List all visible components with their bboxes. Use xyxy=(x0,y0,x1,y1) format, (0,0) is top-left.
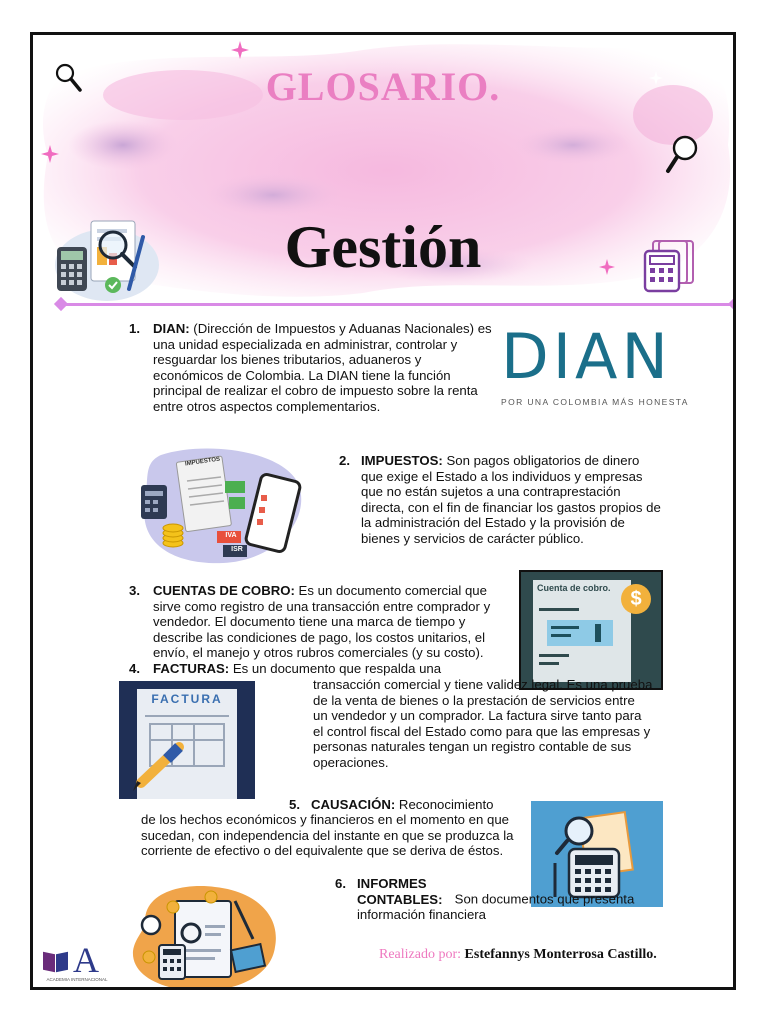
author-credit xyxy=(379,947,657,963)
item-definition: Es un documento que respalda una xyxy=(229,661,442,676)
isr-tag: ISR xyxy=(231,546,243,553)
dian-logo xyxy=(501,320,691,413)
glossary-item-informes-contables xyxy=(335,876,665,923)
section-divider xyxy=(61,303,735,306)
magnifier-icon xyxy=(665,133,701,175)
item-number: 2. xyxy=(339,453,350,468)
glossary-item-causacion-continued: de los hechos económicos y financieros en el momento en que sucedan, con independencia del instante en que se produzca la corriente de efectivo o del equivalente que se deriva de éstos. xyxy=(141,812,514,859)
impuestos-illustration xyxy=(133,445,305,565)
page-subtitle: Gestión xyxy=(284,214,482,280)
item-definition: Son pagos obligatorios de dinero que exige el Estado a los individuos y empresas que no están sujetos a una contraprestación directa, con el fin de financiar los gastos propios de la administración del Estado y la provisión de bienes y servicios de carácter público. xyxy=(361,453,661,546)
informes-contables-illustration xyxy=(125,881,285,990)
sparkle-icon xyxy=(231,41,249,59)
sparkle-icon xyxy=(41,145,59,163)
glossary-item-causacion xyxy=(289,797,549,813)
pen-icon xyxy=(127,741,187,795)
item-definition: Reconocimiento xyxy=(395,797,494,812)
item-term: CAUSACIÓN: xyxy=(311,797,396,812)
glossary-item-cuentas-de-cobro xyxy=(129,583,515,661)
item-definition: Es un documento comercial que sirve como registro de una transacción entre comprador y vendedor. El documento tiene una marca de tiempo y describe las condiciones de pago, los costos unitarios, el envío, el manejo y otros rubros comerciales (y su costo). xyxy=(153,583,491,661)
impuestos-doc-label: IMPUESTOS xyxy=(184,456,221,468)
glossary-item-impuestos xyxy=(339,453,661,547)
item-term: DIAN: xyxy=(153,321,190,336)
dian-wordmark: DIAN xyxy=(501,320,672,393)
item-term: CUENTAS DE COBRO: xyxy=(153,583,295,598)
credit-name: Estefannys Monterrosa Castillo. xyxy=(464,947,657,962)
item-definition: Son documentos que presenta información financiera xyxy=(357,891,635,923)
item-number: 6. xyxy=(335,876,346,891)
item-number: 1. xyxy=(129,321,140,336)
factura-illustration xyxy=(119,681,255,799)
dian-slogan: POR UNA COLOMBIA MÁS HONESTA xyxy=(501,397,689,407)
page-title: GLOSARIO. xyxy=(265,64,501,109)
item-term: IMPUESTOS: xyxy=(361,453,443,468)
item-number: 3. xyxy=(129,583,140,598)
credit-label: Realizado por: xyxy=(379,947,465,962)
bottom-rule xyxy=(33,987,301,990)
factura-label: FACTURA xyxy=(151,692,223,706)
item-number: 4. xyxy=(129,661,140,676)
academy-logo xyxy=(41,940,113,987)
academy-name: ACADEMIA INTERNACIONAL xyxy=(46,977,108,982)
item-term: INFORMES CONTABLES: xyxy=(357,876,443,907)
iva-tag: IVA xyxy=(225,532,237,539)
academy-mark: A xyxy=(73,940,99,980)
cuenta-de-cobro-illustration xyxy=(519,570,663,690)
cuenta-label: Cuenta de cobro. xyxy=(537,583,611,593)
glossary-item-dian xyxy=(129,321,493,415)
item-term: FACTURAS: xyxy=(153,661,230,676)
page-frame xyxy=(30,32,736,990)
glossary-item-facturas xyxy=(129,661,529,677)
glossary-item-facturas-continued: transacción comercial y tiene validez legal. Es una prueba de la venta de bienes o la prestación de servicios entre un vendedor y un comprador. La factura sirve tanto para el control fiscal del Estado como para que las empresas y personas naturales tengan un registro contable de sus operaciones. xyxy=(313,677,653,770)
item-number: 5. xyxy=(289,797,300,812)
dollar-coin-icon: $ xyxy=(621,584,651,614)
item-definition: (Dirección de Impuestos y Aduanas Nacionales) es una unidad especializada en administrar, controlar y resguardar los bienes tributarios, aduaneros y económicos de Colombia. La DIAN tiene la función principal de realizar el cobro de impuesto sobre la renta entre otros aspectos complementarios. xyxy=(153,321,492,414)
